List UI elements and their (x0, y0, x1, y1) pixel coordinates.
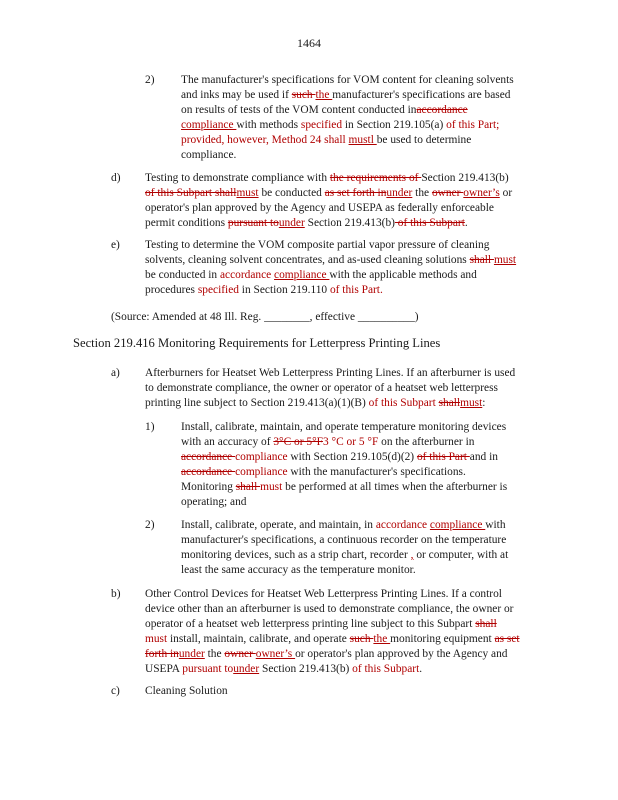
item-2-text: The manufacturer's specifications for VOM content for cleaning solvents and inks may be used if such the manufacturer's specifications are based on results of tests of the VOM content conducted inaccordance compliance with methods specified in Section 219.105(a) of this Part; provided, however, Method 24 shall mustl be used to determine compliance. (181, 74, 514, 161)
item-a2-text: Install, calibrate, operate, and maintain, in accordance compliance with manufacturer's specifications, a continuous recorder on the temperature monitoring devices, such as a strip chart, recorder , or computer, with at least the same accuracy as the temperature monitor. (181, 519, 509, 576)
section-heading: Section 219.416 Monitoring Requirements for Letterpress Printing Lines (73, 336, 441, 350)
item-a1-label: 1) (145, 421, 155, 433)
item-e-label: e) (111, 239, 120, 251)
item-a-label: a) (111, 367, 120, 379)
item-c-label: c) (111, 685, 120, 697)
item-a2-label: 2) (145, 519, 155, 531)
item-b-text: Other Control Devices for Heatset Web Letterpress Printing Lines. If a control device other than an afterburner is used to demonstrate compliance, the owner or operator of a heatset web letterpress printing line subject to this Subpart shall must install, maintain, calibrate, and operate such the monitoring equipment as set forth inunder the owner owner’s or operator's plan approved by the Agency and USEPA pursuant tounder Section 219.413(b) of this Subpart. (145, 588, 520, 675)
item-d-text: Testing to demonstrate compliance with the requirements of Section 219.413(b) of this Subpart shallmust be conducted as set forth inunder the owner owner’s or operator's plan approved by the Agency and USEPA as federally enforceable permit conditions pursuant tounder Section 219.413(b) of this Subpart. (145, 172, 513, 229)
item-a1-text: Install, calibrate, maintain, and operate temperature monitoring devices with an accuracy of 3°C or 5°F3 °C or 5 °F on the afterburner in accordance compliance with Section 219.105(d)(2) of this Part and in accordance compliance with the manufacturer's specifications. Monitoring shall must be performed at all times when the afterburner is operating; and (181, 421, 508, 508)
item-c-text: Cleaning Solution (145, 685, 228, 697)
item-d-label: d) (111, 172, 121, 184)
item-b-label: b) (111, 588, 121, 600)
source-note: (Source: Amended at 48 Ill. Reg. ________, effective __________) (111, 311, 419, 323)
item-2-label: 2) (145, 74, 155, 86)
page-number: 1464 (297, 36, 321, 50)
item-e-text: Testing to determine the VOM composite partial vapor pressure of cleaning solvents, cleaning solvent concentrates, and as-used cleaning solutions shall must be conducted in accordance compliance with the applicable methods and procedures specified in Section 219.110 of this Part. (145, 239, 517, 296)
item-a-text: Afterburners for Heatset Web Letterpress Printing Lines. If an afterburner is used to demonstrate compliance, the owner or operator of a heatset web letterpress printing line subject to Section 219.413(a)(1)(B) of this Subpart shallmust: (145, 367, 516, 409)
